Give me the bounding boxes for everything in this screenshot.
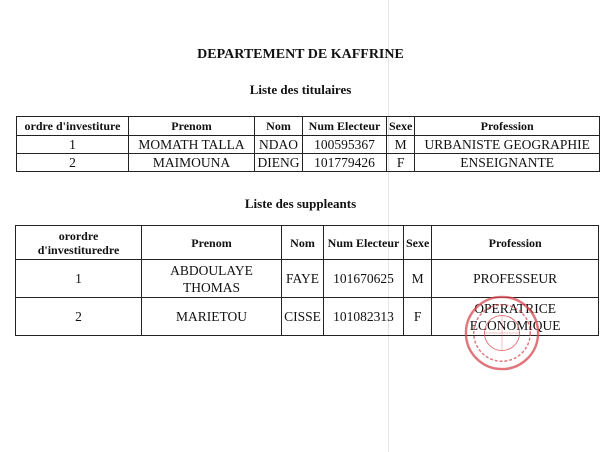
col-nom: Nom: [255, 117, 303, 136]
col-profession: Profession: [415, 117, 600, 136]
table-row: [16, 260, 599, 298]
cell-ordre: 2: [16, 298, 142, 336]
cell-prenom: ABDOULAYE THOMAS: [142, 260, 282, 298]
cell-profession: PROFESSEUR: [432, 260, 599, 298]
col-sexe: Sexe: [404, 226, 432, 260]
cell-nom: FAYE: [282, 260, 324, 298]
cell-sexe: F: [404, 298, 432, 336]
col-num-electeur: Num Electeur: [324, 226, 404, 260]
table-row: [17, 154, 600, 172]
col-ordre: orordre d'investituredre: [16, 226, 142, 260]
cell-prenom: MARIETOU: [142, 298, 282, 336]
cell-sexe: F: [387, 154, 415, 172]
cell-profession: ENSEIGNANTE: [415, 154, 600, 172]
titulaires-heading: Liste des titulaires: [249, 82, 352, 97]
cell-sexe: M: [387, 136, 415, 154]
cell-nom: DIENG: [255, 154, 303, 172]
suppleants-heading: Liste des suppleants: [244, 196, 357, 211]
cell-prenom: MOMATH TALLA: [129, 136, 255, 154]
cell-num: 100595367: [303, 136, 387, 154]
col-sexe: Sexe: [387, 117, 415, 136]
cell-num: 101670625: [324, 260, 404, 298]
cell-nom: NDAO: [255, 136, 303, 154]
cell-ordre: 1: [17, 136, 129, 154]
cell-ordre: 1: [16, 260, 142, 298]
department-title: DEPARTEMENT DE KAFFRINE: [197, 47, 404, 62]
cell-prenom: MAIMOUNA: [129, 154, 255, 172]
col-profession: Profession: [432, 226, 599, 260]
col-ordre: ordre d'investiture: [17, 117, 129, 136]
cell-sexe: M: [404, 260, 432, 298]
col-prenom: Prenom: [129, 117, 255, 136]
table-row: [17, 136, 600, 154]
titulaires-table: [16, 116, 600, 172]
col-nom: Nom: [282, 226, 324, 260]
cell-profession: URBANISTE GEOGRAPHIE: [415, 136, 600, 154]
cell-nom: CISSE: [282, 298, 324, 336]
cell-profession: OPERATRICE ECONOMIQUE: [432, 298, 599, 336]
table-header-row: [17, 117, 600, 136]
official-seal-stamp-icon: [463, 294, 541, 372]
cell-num: 101779426: [303, 154, 387, 172]
col-prenom: Prenom: [142, 226, 282, 260]
cell-ordre: 2: [17, 154, 129, 172]
col-num-electeur: Num Electeur: [303, 117, 387, 136]
cell-num: 101082313: [324, 298, 404, 336]
table-header-row: [16, 226, 599, 260]
